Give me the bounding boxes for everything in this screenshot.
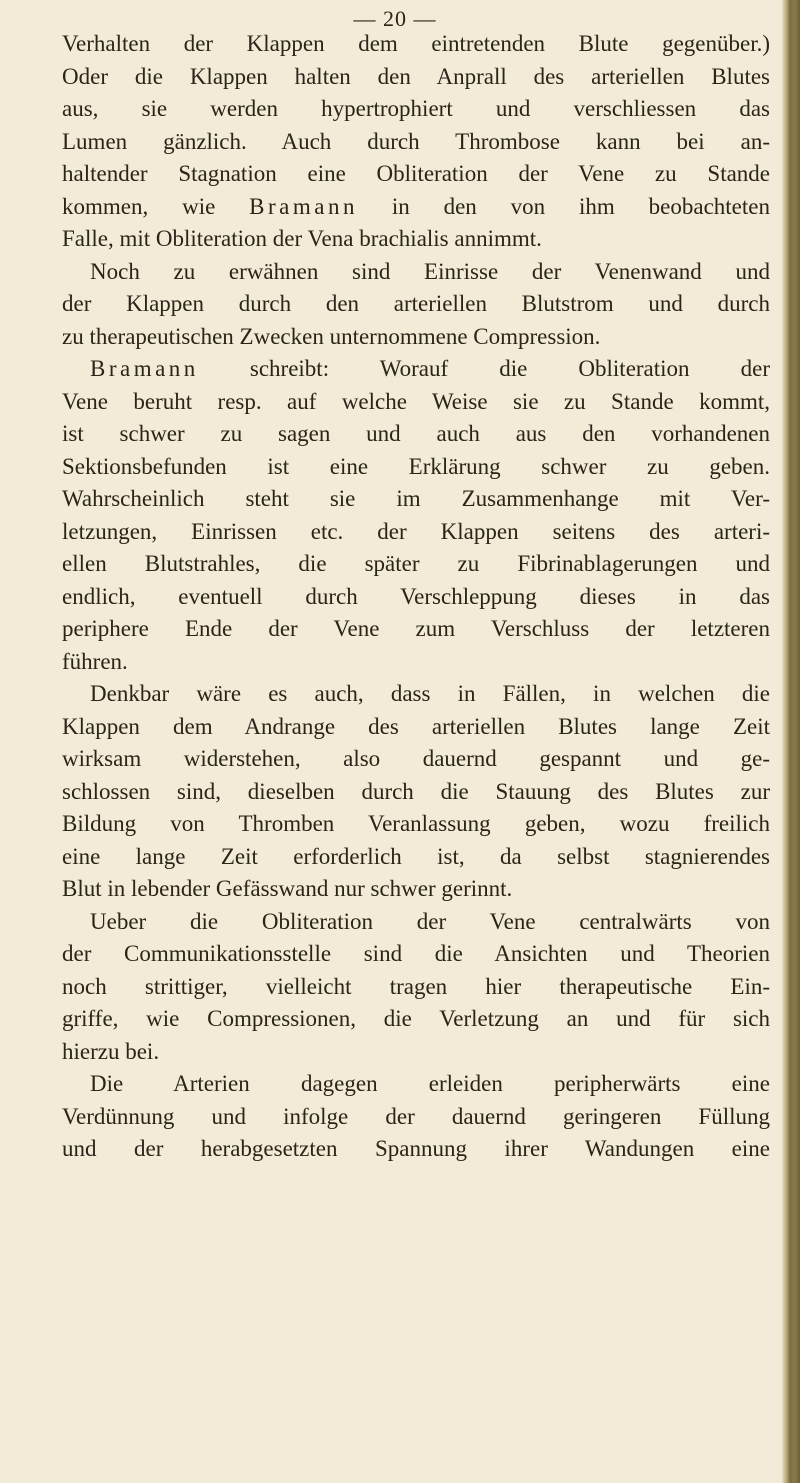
text-line bbox=[62, 191, 770, 224]
line-text: ellen Blutstrahles, die später zu Fibrinablagerungen und bbox=[62, 551, 770, 576]
text-line bbox=[62, 353, 770, 386]
text-line bbox=[62, 548, 770, 581]
line-text: griffe, wie Compressionen, die Verletzung an und für sich bbox=[62, 1006, 770, 1031]
line-text: noch strittiger, vielleicht tragen hier therapeutische Ein- bbox=[62, 973, 770, 999]
text-line bbox=[62, 581, 770, 614]
text-line bbox=[62, 93, 770, 126]
line-text: haltender Stagnation eine Obliteration der Vene zu Stande bbox=[62, 161, 770, 186]
text-line bbox=[62, 841, 770, 874]
line-text: aus, sie werden hypertrophiert und verschliessen das bbox=[62, 96, 770, 121]
text-line bbox=[62, 158, 770, 191]
line-text: Blut in lebender Gefässwand nur schwer gerinnt. bbox=[62, 876, 513, 901]
text-line bbox=[62, 28, 770, 61]
text-line bbox=[62, 1068, 770, 1101]
text-line bbox=[62, 256, 770, 289]
text-line bbox=[62, 1133, 770, 1166]
page-number: — 20 — bbox=[353, 6, 437, 31]
line-text: Wahrscheinlich steht sie im Zusammenhange mit Ver- bbox=[62, 486, 770, 511]
line-text: eine lange Zeit erforderlich ist, da selbst stagnierendes bbox=[62, 843, 770, 869]
line-text: Lumen gänzlich. Auch durch Thrombose kann bei an- bbox=[62, 128, 770, 154]
line-text: und der herabgesetzten Spannung ihrer Wandungen eine bbox=[62, 1136, 770, 1161]
text-line bbox=[62, 971, 770, 1004]
line-text: kommen, wie bbox=[62, 193, 250, 219]
line-text: periphere Ende der Vene zum Verschluss der letzteren bbox=[62, 616, 770, 641]
line-text: führen. bbox=[62, 648, 128, 674]
text-line bbox=[62, 776, 770, 809]
line-text: Falle, mit Obliteration der Vena brachialis annimmt. bbox=[62, 226, 542, 251]
line-text: schlossen sind, dieselben durch die Stauung des Blutes zur bbox=[62, 778, 770, 804]
line-text: der Communikationsstelle sind die Ansichten und Theorien bbox=[62, 941, 770, 966]
line-text: Noch zu erwähnen sind Einrisse der Venenwand und bbox=[90, 258, 770, 284]
text-line bbox=[62, 711, 770, 744]
line-text: Vene beruht resp. auf welche Weise sie zu Stande kommt, bbox=[62, 388, 770, 414]
text-line bbox=[62, 938, 770, 971]
line-text: in den von ihm beobachteten bbox=[357, 193, 770, 219]
text-line bbox=[62, 1101, 770, 1134]
line-text: Ueber die Obliteration der Vene centralwärts von bbox=[90, 908, 770, 934]
author-name: Bramann bbox=[90, 356, 199, 381]
text-line bbox=[62, 418, 770, 451]
line-text: Klappen dem Andrange des arteriellen Blutes lange Zeit bbox=[62, 713, 770, 739]
line-text: Verdünnung und infolge der dauernd geringeren Füllung bbox=[62, 1103, 770, 1129]
line-text: wirksam widerstehen, also dauernd gespannt und ge- bbox=[62, 746, 770, 771]
text-line bbox=[62, 1036, 770, 1069]
line-text: der Klappen durch den arteriellen Blutstrom und durch bbox=[62, 291, 770, 316]
text-line bbox=[62, 483, 770, 516]
text-line bbox=[62, 321, 770, 354]
line-text: zu therapeutischen Zwecken unternommene Compression. bbox=[62, 323, 601, 349]
text-line bbox=[62, 743, 770, 776]
text-line bbox=[62, 126, 770, 159]
text-line bbox=[62, 808, 770, 841]
page-edge-shadow bbox=[782, 0, 800, 1483]
line-text: schreibt: Worauf die Obliteration der bbox=[198, 356, 770, 381]
line-text: endlich, eventuell durch Verschleppung dieses in das bbox=[62, 583, 770, 609]
line-text: Oder die Klappen halten den Anprall des arteriellen Blutes bbox=[62, 63, 770, 89]
text-line bbox=[62, 61, 770, 94]
text-line bbox=[62, 646, 770, 679]
author-name: Bramann bbox=[249, 193, 358, 219]
line-text: Bildung von Thromben Veranlassung geben, wozu freilich bbox=[62, 811, 770, 836]
line-text: Verhalten der Klappen dem eintretenden Blute gegenüber.) bbox=[62, 31, 770, 56]
text-line bbox=[62, 873, 770, 906]
text-line bbox=[62, 223, 770, 256]
line-text: Sektionsbefunden ist eine Erklärung schwer zu geben. bbox=[62, 453, 770, 479]
line-text: Denkbar wäre es auch, dass in Fällen, in welchen die bbox=[90, 681, 770, 706]
line-text: ist schwer zu sagen und auch aus den vorhandenen bbox=[62, 421, 770, 446]
text-line bbox=[62, 516, 770, 549]
line-text: hierzu bei. bbox=[62, 1038, 160, 1064]
text-line bbox=[62, 906, 770, 939]
line-text: Die Arterien dagegen erleiden peripherwärts eine bbox=[90, 1071, 770, 1096]
body-text bbox=[62, 28, 770, 1166]
text-line bbox=[62, 1003, 770, 1036]
text-line bbox=[62, 386, 770, 419]
text-line bbox=[62, 678, 770, 711]
text-line bbox=[62, 613, 770, 646]
text-line bbox=[62, 288, 770, 321]
text-line bbox=[62, 451, 770, 484]
line-text: letzungen, Einrissen etc. der Klappen seitens des arteri- bbox=[62, 518, 770, 544]
